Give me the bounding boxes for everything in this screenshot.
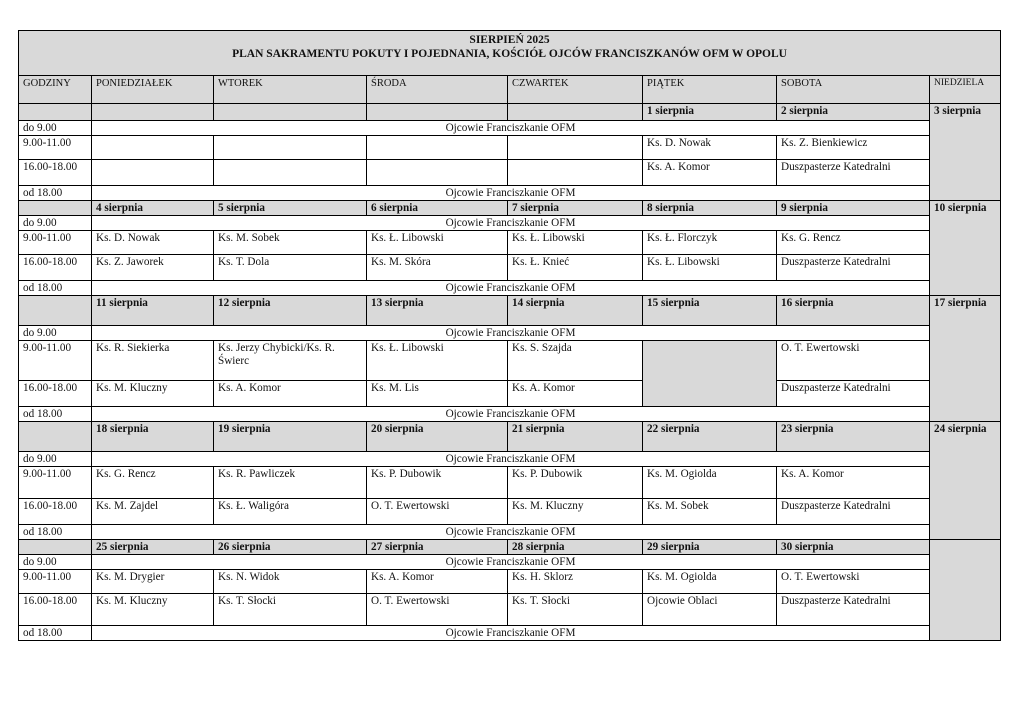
schedule-subtitle: PLAN SAKRAMENTU POKUTY I POJEDNANIA, KOŚCIÓŁ OJCÓW FRANCISZKANÓW OFM W OPOLU	[232, 48, 787, 60]
schedule-row	[19, 121, 1001, 136]
schedule-row	[19, 407, 1001, 422]
time-label: od 18.00	[19, 186, 92, 201]
confessor-cell: Ks. M. Ogiolda	[643, 467, 777, 499]
schedule-row	[19, 626, 1001, 641]
schedule-row	[19, 281, 1001, 296]
confessor-cell: Ks. Z. Bienkiewicz	[777, 136, 930, 160]
confessor-cell: O. T. Ewertowski	[777, 341, 930, 381]
full-row-note: Ojcowie Franciszkanie OFM	[92, 186, 930, 201]
confessor-cell: Ks. D. Nowak	[643, 136, 777, 160]
confessor-cell: Ks. M. Sobek	[214, 231, 367, 255]
date-cell: 18 sierpnia	[92, 422, 214, 452]
time-label: od 18.00	[19, 281, 92, 296]
header-hours: GODZINY	[19, 76, 92, 104]
full-row-note: Ojcowie Franciszkanie OFM	[92, 121, 930, 136]
date-cell: 19 sierpnia	[214, 422, 367, 452]
date-cell: 7 sierpnia	[508, 201, 643, 216]
week1-date-row	[19, 104, 1001, 121]
header-friday: PIĄTEK	[643, 76, 777, 104]
confessor-cell: Duszpasterze Katedralni	[777, 381, 930, 407]
confessor-cell: Ks. P. Dubowik	[367, 467, 508, 499]
date-row-blank	[19, 422, 92, 452]
schedule-row	[19, 381, 1001, 407]
date-cell: 11 sierpnia	[92, 296, 214, 326]
confessor-cell: Ks. M. Lis	[367, 381, 508, 407]
date-cell: 2 sierpnia	[777, 104, 930, 121]
confessor-cell: Ks. M. Drygier	[92, 570, 214, 594]
date-row-blank	[19, 296, 92, 326]
schedule-row	[19, 255, 1001, 281]
time-label: od 18.00	[19, 407, 92, 422]
confessor-cell: Duszpasterze Katedralni	[777, 160, 930, 186]
schedule-row	[19, 186, 1001, 201]
schedule-row	[19, 136, 1001, 160]
date-cell: 25 sierpnia	[92, 540, 214, 555]
confessor-cell	[92, 136, 214, 160]
confessor-cell: O. T. Ewertowski	[777, 570, 930, 594]
confessor-cell: Ks. A. Komor	[367, 570, 508, 594]
confessor-cell: Ks. N. Widok	[214, 570, 367, 594]
sunday-cell	[930, 540, 1001, 641]
sunday-cell: 24 sierpnia	[930, 422, 1001, 540]
header-tuesday: WTOREK	[214, 76, 367, 104]
full-row-note: Ojcowie Franciszkanie OFM	[92, 626, 930, 641]
confessor-cell: Ks. T. Dola	[214, 255, 367, 281]
confessor-cell	[214, 136, 367, 160]
full-row-note: Ojcowie Franciszkanie OFM	[92, 326, 930, 341]
confessor-cell	[92, 160, 214, 186]
time-label: do 9.00	[19, 121, 92, 136]
confessor-cell: O. T. Ewertowski	[367, 499, 508, 525]
confessor-cell: Ks. M. Ogiolda	[643, 570, 777, 594]
full-row-note: Ojcowie Franciszkanie OFM	[92, 281, 930, 296]
schedule-row	[19, 570, 1001, 594]
date-row-blank	[19, 540, 92, 555]
confessor-cell: Ks. Ł. Florczyk	[643, 231, 777, 255]
schedule-row	[19, 160, 1001, 186]
schedule-row	[19, 525, 1001, 540]
full-row-note: Ojcowie Franciszkanie OFM	[92, 555, 930, 570]
confessor-cell: Ks. G. Rencz	[777, 231, 930, 255]
confessor-cell: Ks. M. Zajdel	[92, 499, 214, 525]
confessor-cell: Ks. A. Komor	[508, 381, 643, 407]
sunday-cell: 10 sierpnia	[930, 201, 1001, 296]
header-saturday: SOBOTA	[777, 76, 930, 104]
date-cell: 29 sierpnia	[643, 540, 777, 555]
confessor-cell: Ks. M. Sobek	[643, 499, 777, 525]
date-cell: 28 sierpnia	[508, 540, 643, 555]
confessor-cell	[367, 160, 508, 186]
confessor-cell: Ks. D. Nowak	[92, 231, 214, 255]
confessor-cell: Ks. Jerzy Chybicki/Ks. R. Świerc	[214, 341, 367, 381]
time-label: do 9.00	[19, 216, 92, 231]
week-date-row	[19, 422, 1001, 452]
date-cell: 1 sierpnia	[643, 104, 777, 121]
confessor-cell: Ks. Ł. Waligóra	[214, 499, 367, 525]
header-row	[19, 76, 1001, 104]
confessor-cell	[508, 136, 643, 160]
date-cell: 5 sierpnia	[214, 201, 367, 216]
date-cell	[214, 104, 367, 121]
header-sunday: NIEDZIELA	[930, 76, 1001, 104]
confessor-cell: Ks. Z. Jaworek	[92, 255, 214, 281]
schedule-row	[19, 216, 1001, 231]
date-cell: 14 sierpnia	[508, 296, 643, 326]
confessor-cell: Ks. Ł. Knieć	[508, 255, 643, 281]
date-cell: 8 sierpnia	[643, 201, 777, 216]
date-cell	[508, 104, 643, 121]
full-row-note: Ojcowie Franciszkanie OFM	[92, 452, 930, 467]
date-cell: 30 sierpnia	[777, 540, 930, 555]
date-cell: 13 sierpnia	[367, 296, 508, 326]
time-label: do 9.00	[19, 555, 92, 570]
schedule-row	[19, 326, 1001, 341]
time-label: do 9.00	[19, 326, 92, 341]
time-label: od 18.00	[19, 525, 92, 540]
time-label: od 18.00	[19, 626, 92, 641]
time-label: 9.00-11.00	[19, 136, 92, 160]
confessor-cell: Ks. Ł. Libowski	[643, 255, 777, 281]
schedule-row	[19, 452, 1001, 467]
date-cell	[92, 104, 214, 121]
date-cell: 27 sierpnia	[367, 540, 508, 555]
confessor-cell: Ojcowie Oblaci	[643, 594, 777, 626]
date-cell: 26 sierpnia	[214, 540, 367, 555]
time-label: 9.00-11.00	[19, 341, 92, 381]
week-date-row	[19, 296, 1001, 326]
confessor-cell	[214, 160, 367, 186]
week-date-row	[19, 540, 1001, 555]
header-monday: PONIEDZIAŁEK	[92, 76, 214, 104]
schedule-sheet	[18, 30, 1000, 641]
confessor-cell: Ks. A. Komor	[777, 467, 930, 499]
confessor-cell: Ks. H. Sklorz	[508, 570, 643, 594]
date-cell: 4 sierpnia	[92, 201, 214, 216]
date-cell: 15 sierpnia	[643, 296, 777, 326]
header-thursday: CZWARTEK	[508, 76, 643, 104]
schedule-row	[19, 594, 1001, 626]
confessor-cell: Ks. M. Kluczny	[92, 594, 214, 626]
date-cell: 9 sierpnia	[777, 201, 930, 216]
week-date-row	[19, 201, 1001, 216]
date-cell: 23 sierpnia	[777, 422, 930, 452]
schedule-table	[18, 30, 1001, 641]
confessor-cell: Duszpasterze Katedralni	[777, 255, 930, 281]
full-row-note: Ojcowie Franciszkanie OFM	[92, 216, 930, 231]
confessor-cell: Ks. P. Dubowik	[508, 467, 643, 499]
schedule-row	[19, 231, 1001, 255]
confessor-cell: Ks. Ł. Libowski	[367, 231, 508, 255]
time-label: do 9.00	[19, 452, 92, 467]
date-cell: 20 sierpnia	[367, 422, 508, 452]
sunday-cell: 3 sierpnia	[930, 104, 1001, 201]
confessor-cell: Duszpasterze Katedralni	[777, 499, 930, 525]
time-label: 9.00-11.00	[19, 570, 92, 594]
date-cell: 12 sierpnia	[214, 296, 367, 326]
date-cell: 21 sierpnia	[508, 422, 643, 452]
time-label: 9.00-11.00	[19, 467, 92, 499]
time-label: 16.00-18.00	[19, 160, 92, 186]
confessor-cell: Ks. T. Słocki	[214, 594, 367, 626]
confessor-cell: Ks. R. Siekierka	[92, 341, 214, 381]
schedule-row	[19, 341, 1001, 381]
confessor-cell: Ks. G. Rencz	[92, 467, 214, 499]
time-label: 16.00-18.00	[19, 499, 92, 525]
schedule-row	[19, 555, 1001, 570]
confessor-cell: Ks. T. Słocki	[508, 594, 643, 626]
month-title: SIERPIEŃ 2025	[469, 34, 550, 46]
full-row-note: Ojcowie Franciszkanie OFM	[92, 525, 930, 540]
holiday-blank-cell	[643, 341, 777, 407]
schedule-row	[19, 467, 1001, 499]
date-cell: 16 sierpnia	[777, 296, 930, 326]
full-row-note: Ojcowie Franciszkanie OFM	[92, 407, 930, 422]
confessor-cell: Ks. R. Pawliczek	[214, 467, 367, 499]
confessor-cell: Ks. M. Kluczny	[508, 499, 643, 525]
confessor-cell: Ks. S. Szajda	[508, 341, 643, 381]
confessor-cell: Ks. Ł. Libowski	[367, 341, 508, 381]
confessor-cell: Ks. A. Komor	[214, 381, 367, 407]
time-label: 16.00-18.00	[19, 594, 92, 626]
confessor-cell	[508, 160, 643, 186]
confessor-cell: Ks. Ł. Libowski	[508, 231, 643, 255]
title-cell	[19, 31, 1001, 76]
confessor-cell: Ks. M. Kluczny	[92, 381, 214, 407]
time-label: 9.00-11.00	[19, 231, 92, 255]
confessor-cell: Duszpasterze Katedralni	[777, 594, 930, 626]
date-cell: 22 sierpnia	[643, 422, 777, 452]
week1-date-blank	[19, 104, 92, 121]
schedule-row	[19, 499, 1001, 525]
time-label: 16.00-18.00	[19, 255, 92, 281]
confessor-cell: O. T. Ewertowski	[367, 594, 508, 626]
confessor-cell: Ks. M. Skóra	[367, 255, 508, 281]
sunday-cell: 17 sierpnia	[930, 296, 1001, 422]
date-cell: 6 sierpnia	[367, 201, 508, 216]
confessor-cell	[367, 136, 508, 160]
date-row-blank	[19, 201, 92, 216]
confessor-cell: Ks. A. Komor	[643, 160, 777, 186]
time-label: 16.00-18.00	[19, 381, 92, 407]
date-cell	[367, 104, 508, 121]
header-wednesday: ŚRODA	[367, 76, 508, 104]
